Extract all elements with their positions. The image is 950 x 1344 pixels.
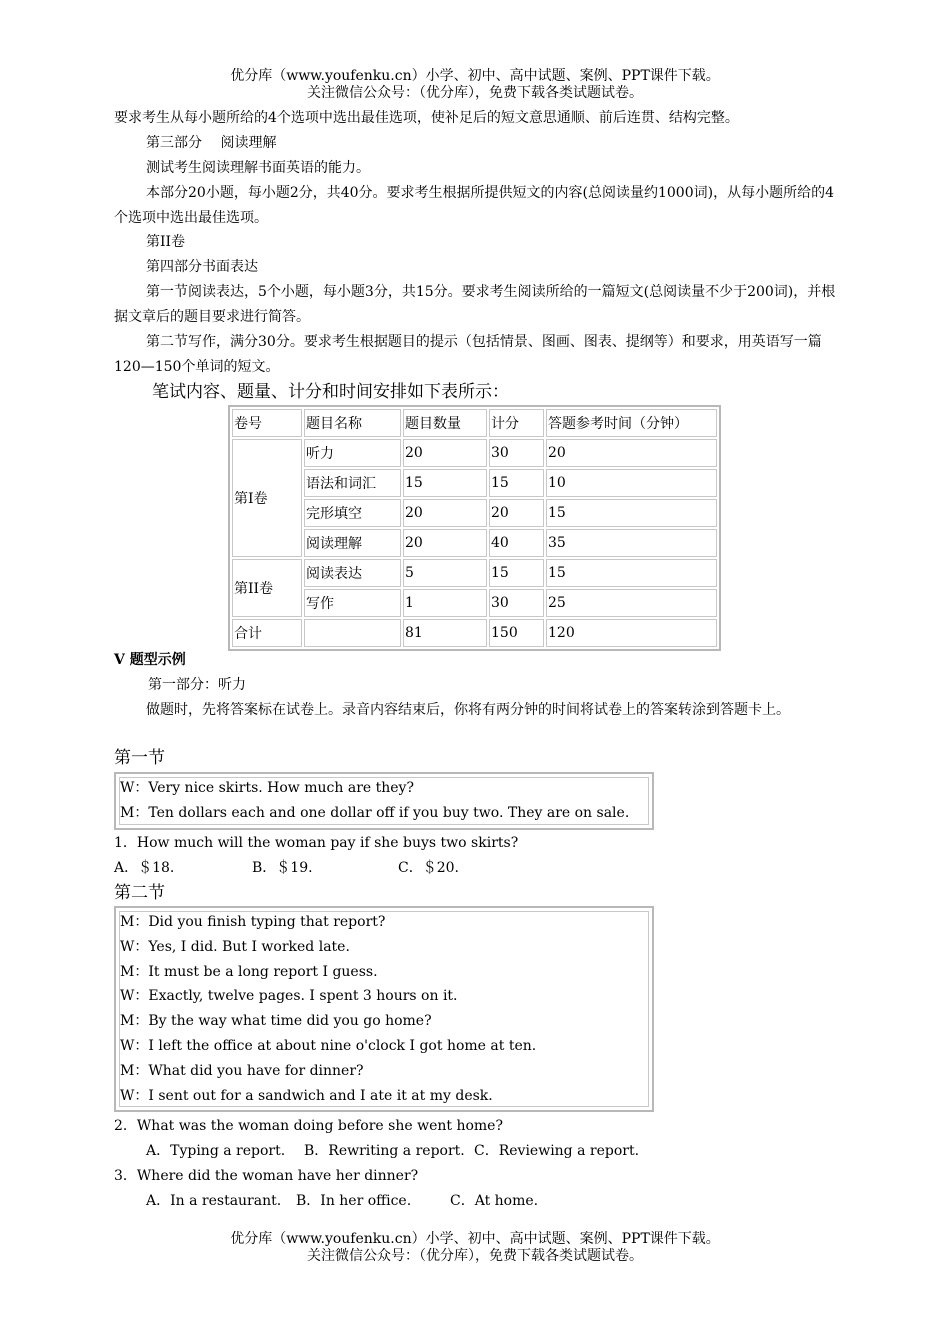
paragraph-cloze-requirement: 要求考生从每小题所给的4个选项中选出最佳选项，使补足后的短文意思通顺、前后连贯、结构完整。 [114, 110, 739, 126]
header-cell: 答题参考时间（分钟） [546, 409, 717, 437]
exam-structure-table [228, 405, 721, 651]
dialog-line: M：By the way what time did you go home? [120, 1013, 432, 1030]
question-2-options [146, 1139, 868, 1164]
dialog-box-2 [114, 906, 654, 1112]
option-b: B．Rewriting a report. [304, 1143, 465, 1159]
table-cell: 40 [489, 529, 544, 557]
dialog-line: W：Exactly, twelve pages. I spent 3 hours on it. [120, 988, 458, 1005]
header-cell: 题目数量 [403, 409, 487, 437]
table-cell: 25 [546, 589, 717, 617]
part4-section1: 第一节阅读表达，5个小题，每小题3分，共15分。要求考生阅读所给的一篇短文(总阅读量不少于200词)，并根据文章后的题目要求进行简答。 [114, 284, 836, 325]
part3-rule: 本部分20小题，每小题2分，共40分。要求考生根据所提供短文的内容(总阅读量约1000词)，从每小题所给的4个选项中选出最佳选项。 [114, 185, 834, 226]
table-cell: 35 [546, 529, 717, 557]
section-2-title: 第二节 [114, 883, 165, 903]
dialog-line: M：Did you finish typing that report? [120, 914, 386, 930]
dialog-line: M：It must be a long report I guess. [120, 963, 378, 980]
table-row [232, 469, 717, 497]
table-cell: 81 [403, 619, 487, 647]
volume-2-title: 第II卷 [146, 234, 186, 250]
dialog-line: W：I left the office at about nine o'clock I got home at ten. [120, 1037, 537, 1054]
part4-title: 第四部分书面表达 [146, 259, 258, 275]
dialog-line: W：Yes, I did. But I worked late. [120, 938, 350, 955]
question-2: 2．What was the woman doing before she went home? [114, 1118, 503, 1134]
table-cell: 写作 [304, 589, 401, 617]
table-cell: 完形填空 [304, 499, 401, 527]
table-cell: 5 [403, 559, 487, 587]
total-label-cell: 合计 [232, 619, 302, 647]
option-a: A．In a restaurant. [146, 1193, 282, 1209]
dialog-line: W：Very nice skirts. How much are they? [120, 780, 414, 796]
table-cell: 20 [489, 499, 544, 527]
page-footer-line-2: 关注微信公众号：（优分库），免费下载各类试题试卷。 [307, 1248, 643, 1264]
table-row [232, 529, 717, 557]
table-cell: 20 [546, 439, 717, 467]
table-cell: 20 [403, 499, 487, 527]
table-row [232, 439, 717, 467]
header-cell: 计分 [489, 409, 544, 437]
option-c: C．At home. [450, 1193, 539, 1209]
page-header-line-1: 优分库（www.youfenku.cn）小学、初中、高中试题、案例、PPT课件下载。 [230, 68, 720, 84]
option-a: A．Typing a report. [146, 1143, 286, 1159]
table-total-row [232, 619, 717, 647]
table-cell: 20 [403, 439, 487, 467]
option-a: A．＄18. [114, 860, 175, 876]
page-header-line-2: 关注微信公众号：（优分库），免费下载各类试题试卷。 [307, 85, 643, 101]
table-cell: 120 [546, 619, 717, 647]
question-1-options [114, 856, 836, 881]
part3-description: 测试考生阅读理解书面英语的能力。 [146, 160, 370, 176]
option-c: C．＄20. [398, 860, 459, 876]
table-cell: 30 [489, 439, 544, 467]
table-cell: 15 [546, 559, 717, 587]
option-b: B．In her office. [296, 1193, 412, 1209]
question-1: 1．How much will the woman pay if she buys two skirts? [114, 835, 519, 851]
table-cell: 语法和词汇 [304, 469, 401, 497]
table-cell: 阅读理解 [304, 529, 401, 557]
table-cell: 阅读表达 [304, 559, 401, 587]
option-b: B．＄19. [252, 860, 313, 876]
page-footer-line-1: 优分库（www.youfenku.cn）小学、初中、高中试题、案例、PPT课件下载。 [230, 1231, 720, 1247]
question-3-options [146, 1189, 868, 1214]
table-cell: 15 [403, 469, 487, 497]
table-cell: 15 [489, 559, 544, 587]
section-1-title: 第一节 [114, 748, 165, 768]
table-cell: 30 [489, 589, 544, 617]
table-cell: 150 [489, 619, 544, 647]
table-cell: 20 [403, 529, 487, 557]
table-cell: 15 [546, 499, 717, 527]
listening-instruction: 做题时，先将答案标在试卷上。录音内容结束后，你将有两分钟的时间将试卷上的答案转涂到答题卡上。 [146, 702, 790, 718]
header-cell: 卷号 [232, 409, 302, 437]
listening-part-title: 第一部分：听力 [148, 677, 246, 693]
dialog-box-1 [114, 772, 654, 830]
part4-section2: 第二节写作，满分30分。要求考生根据题目的提示（包括情景、图画、图表、提纲等）和要求，用英语写一篇120—150个单词的短文。 [114, 334, 822, 375]
table-header-row [232, 409, 717, 437]
examples-title: Ⅴ 题型示例 [114, 652, 186, 668]
table-cell: 10 [546, 469, 717, 497]
dialog-line: M：Ten dollars each and one dollar off if you buy two. They are on sale. [120, 804, 630, 821]
volume-2-cell: 第II卷 [232, 559, 302, 617]
dialog-line: W：I sent out for a sandwich and I ate it at my desk. [120, 1087, 493, 1104]
table-row [232, 559, 717, 587]
table-cell: 15 [489, 469, 544, 497]
table-cell: 1 [403, 589, 487, 617]
header-cell: 题目名称 [304, 409, 401, 437]
dialog-line: M：What did you have for dinner? [120, 1062, 364, 1079]
table-cell [304, 619, 401, 647]
table-row [232, 589, 717, 617]
volume-1-cell: 第I卷 [232, 439, 302, 557]
table-caption: 笔试内容、题量、计分和时间安排如下表所示： [152, 382, 509, 402]
table-row [232, 499, 717, 527]
part3-title: 第三部分 阅读理解 [146, 135, 277, 151]
option-c: C．Reviewing a report. [474, 1143, 640, 1159]
table-cell: 听力 [304, 439, 401, 467]
question-3: 3．Where did the woman have her dinner? [114, 1168, 419, 1184]
